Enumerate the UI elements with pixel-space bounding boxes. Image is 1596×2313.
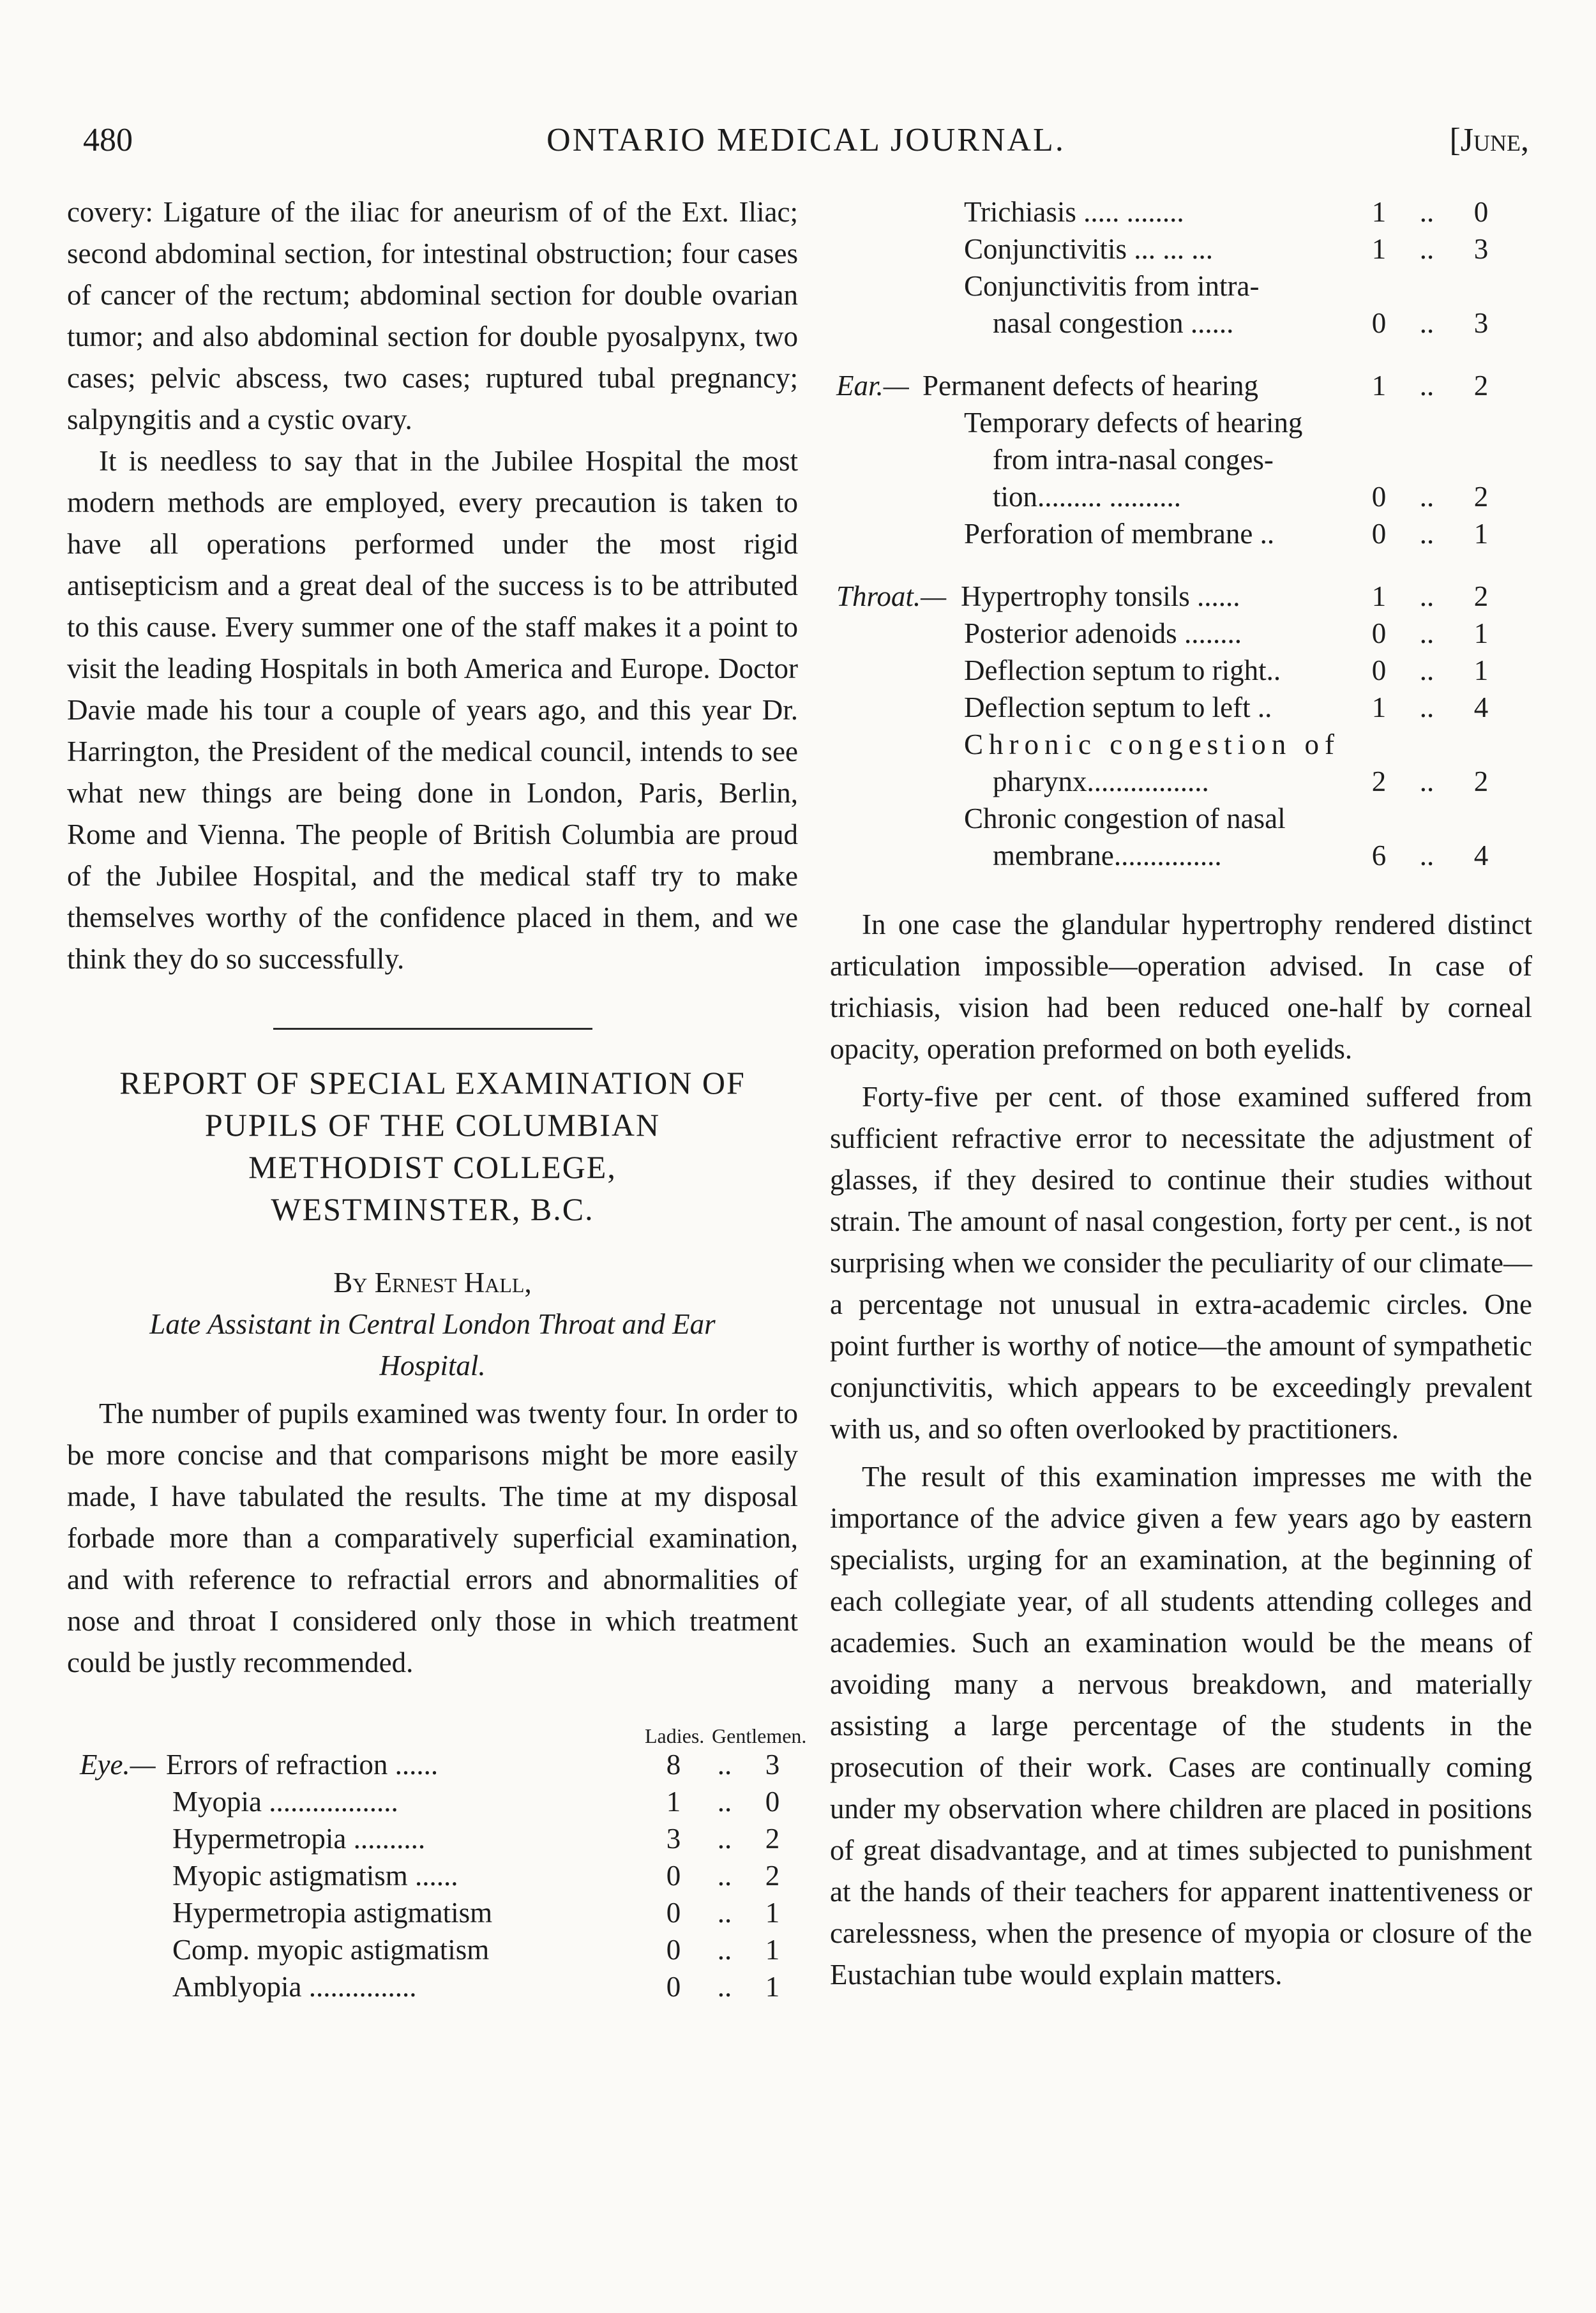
table-row bbox=[830, 439, 1532, 476]
table-cell-gentlemen: 3 bbox=[765, 1749, 780, 1781]
table-cell-leader: .. bbox=[1419, 233, 1434, 265]
table-cell-gentlemen: 2 bbox=[1473, 481, 1489, 513]
paragraph: In one case the glandular hypertrophy rendered distinct articulation impossible—operation advised. In case of trichiasis, vision had been reduced one-half by corneal opacity, operation preformed on both eyelids. bbox=[830, 908, 1532, 1065]
table-row-label: pharynx................. bbox=[993, 765, 1209, 797]
table-column-headers bbox=[67, 1709, 807, 1747]
table-row-label: Chronic congestion of nasal bbox=[964, 802, 1286, 834]
table-row bbox=[830, 613, 1532, 650]
table-category: Throat.— bbox=[836, 580, 947, 612]
column-header-ladies: Ladies. bbox=[645, 1724, 705, 1747]
table-row-label: Myopia .................. bbox=[172, 1786, 398, 1818]
table-cell-leader: .. bbox=[1419, 307, 1434, 339]
table-cell-gentlemen: 2 bbox=[1473, 765, 1489, 797]
table-row bbox=[830, 835, 1532, 872]
table-cell-leader: .. bbox=[1419, 370, 1434, 402]
table-row bbox=[67, 1818, 798, 1855]
table-cell-leader: .. bbox=[717, 1823, 732, 1855]
table-row bbox=[830, 402, 1532, 439]
table-cell-leader: .. bbox=[1419, 691, 1434, 723]
paragraph: The result of this examination impresses me with the importance of the advice given a few years ago by eastern specialists, urging for an examination, at the beginning of each collegiate year, of all students attending colleges and academies. Such an examination would be the means of avoiding many a nervous breakdown, and materially assisting a large percentage of the students in the prosecution of their work. Cases are continually coming under my observation where children are placed in positions of great disadvantage, and at times subjected to punishment at the hands of their teachers for apparent inattentiveness or carelessness, when the presence of myopia or closure of the Eustachian tube would explain matters. bbox=[830, 1461, 1532, 1991]
paragraph: Forty-five per cent. of those examined suffered from sufficient refractive error to necessitate the adjustment of glasses, if they desired to continue their studies without strain. The amount of nasal congestion, forty per cent., is not surprising when we consider the peculiarity of our climate—a percentage not unusual in extra-academic circles. One point further is worthy of notice—the amount of sympathetic conjunctivitis, which appears to be exceedingly prevalent with us, and so often overlooked by practitioners. bbox=[830, 1081, 1532, 1445]
table-row-label: Errors of refraction ...... bbox=[166, 1749, 439, 1781]
table-row-label: nasal congestion ...... bbox=[993, 307, 1234, 339]
table-cell-gentlemen: 1 bbox=[765, 1934, 780, 1966]
table-cell-gentlemen: 1 bbox=[1473, 518, 1489, 550]
results-table-continued bbox=[830, 192, 1532, 872]
table-row bbox=[830, 576, 1532, 613]
table-row bbox=[67, 1929, 798, 1966]
table-row-label: Comp. myopic astigmatism bbox=[172, 1934, 490, 1966]
table-cell-ladies: 2 bbox=[1371, 765, 1387, 797]
table-cell-ladies: 0 bbox=[1371, 307, 1387, 339]
table-row bbox=[67, 1744, 798, 1781]
table-cell-gentlemen: 2 bbox=[765, 1823, 780, 1855]
table-cell-gentlemen: 4 bbox=[1473, 840, 1489, 871]
table-cell-ladies: 1 bbox=[1371, 580, 1387, 612]
table-cell-leader: .. bbox=[1419, 580, 1434, 612]
table-row bbox=[830, 476, 1532, 513]
page-header bbox=[83, 121, 1529, 172]
table-cell-leader: .. bbox=[717, 1786, 732, 1818]
paragraph: It is needless to say that in the Jubilee Hospital the most modern methods are employed, every precaution is taken to have all operations performed under the most rigid antisepticism and a great deal of the success is to be attributed to this cause. Every summer one of the staff makes it a point to visit the leading Hospitals in both America and Europe. Doctor Davie made his tour a couple of years ago, and this year Dr. Harrington, the President of the medical council, intends to see what new things are being done in London, Paris, Berlin, Rome and Vienna. The people of British Columbia are proud of the Jubilee Hospital, and the medical staff try to make themselves worthy of the confidence placed in them, and we think they do so successfully. bbox=[67, 445, 798, 975]
table-row-label: Chronic congestion of bbox=[964, 728, 1340, 760]
table-row-label: Hypermetropia astigmatism bbox=[172, 1897, 493, 1929]
table-cell-leader: .. bbox=[717, 1971, 732, 2003]
table-row-label: Conjunctivitis from intra- bbox=[964, 270, 1260, 302]
table-cell-gentlemen: 2 bbox=[1473, 370, 1489, 402]
author-byline: By Ernest Hall, bbox=[333, 1267, 532, 1299]
table-row-label: Deflection septum to left .. bbox=[964, 691, 1272, 723]
table-row bbox=[830, 650, 1532, 687]
table-cell-ladies: 1 bbox=[1371, 233, 1387, 265]
table-row bbox=[830, 365, 1532, 402]
table-cell-ladies: 1 bbox=[666, 1786, 681, 1818]
table-row bbox=[830, 724, 1532, 761]
table-category: Eye.— bbox=[80, 1749, 156, 1781]
table-cell-ladies: 0 bbox=[1371, 654, 1387, 686]
report-title-line: PUPILS OF THE COLUMBIAN bbox=[204, 1107, 661, 1143]
table-row-label: membrane............... bbox=[993, 840, 1222, 871]
table-cell-ladies: 0 bbox=[666, 1934, 681, 1966]
table-row-label: Trichiasis ..... ........ bbox=[964, 196, 1184, 228]
table-row bbox=[830, 229, 1532, 266]
table-cell-gentlemen: 0 bbox=[765, 1786, 780, 1818]
table-cell-ladies: 3 bbox=[666, 1823, 681, 1855]
table-cell-ladies: 8 bbox=[666, 1749, 681, 1781]
table-row bbox=[67, 1855, 798, 1892]
table-cell-leader: .. bbox=[717, 1897, 732, 1929]
table-cell-ladies: 1 bbox=[1371, 370, 1387, 402]
table-cell-ladies: 1 bbox=[1371, 691, 1387, 723]
table-cell-leader: .. bbox=[1419, 196, 1434, 228]
table-cell-gentlemen: 3 bbox=[1473, 307, 1489, 339]
table-row-label: Deflection septum to right.. bbox=[964, 654, 1281, 686]
table-cell-gentlemen: 1 bbox=[1473, 617, 1489, 649]
table-row-label: from intra-nasal conges- bbox=[993, 444, 1274, 476]
table-cell-ladies: 0 bbox=[666, 1971, 681, 2003]
table-row bbox=[830, 761, 1532, 798]
report-title-line: REPORT OF SPECIAL EXAMINATION OF bbox=[119, 1065, 746, 1101]
table-cell-leader: .. bbox=[1419, 840, 1434, 871]
table-row bbox=[67, 1966, 798, 2003]
table-row-label: Myopic astigmatism ...... bbox=[172, 1860, 458, 1892]
report-title-line: METHODIST COLLEGE, bbox=[248, 1149, 617, 1185]
table-row bbox=[830, 798, 1532, 835]
table-cell-gentlemen: 1 bbox=[1473, 654, 1489, 686]
results-table-eye bbox=[67, 1744, 798, 2003]
table-cell-leader: .. bbox=[717, 1934, 732, 1966]
table-row-label: Temporary defects of hearing bbox=[964, 407, 1303, 439]
table-cell-leader: .. bbox=[1419, 765, 1434, 797]
table-cell-leader: .. bbox=[1419, 481, 1434, 513]
table-row-label: Conjunctivitis ... ... ... bbox=[964, 233, 1214, 265]
issue-month: [June, bbox=[1449, 122, 1529, 158]
table-cell-leader: .. bbox=[1419, 617, 1434, 649]
report-title bbox=[67, 1062, 798, 1230]
left-column bbox=[67, 192, 807, 2003]
table-cell-ladies: 1 bbox=[1371, 196, 1387, 228]
table-row-label: tion......... .......... bbox=[993, 481, 1182, 513]
table-cell-gentlemen: 3 bbox=[1473, 233, 1489, 265]
table-row bbox=[830, 513, 1532, 550]
paragraph: The number of pupils examined was twenty four. In order to be more concise and that comparisons might be more easily made, I have tabulated the results. The time at my disposal forbade more than a comparatively superficial examination, and with reference to refractial errors and abnormalities of nose and throat I considered only those in which treatment could be justly recommended. bbox=[67, 1398, 798, 1678]
table-row bbox=[830, 687, 1532, 724]
table-cell-gentlemen: 2 bbox=[1473, 580, 1489, 612]
table-row bbox=[830, 303, 1532, 340]
author-affiliation bbox=[67, 1304, 798, 1387]
table-row-label: Permanent defects of hearing bbox=[922, 370, 1259, 402]
table-row bbox=[830, 192, 1532, 229]
table-cell-ladies: 0 bbox=[666, 1860, 681, 1892]
table-cell-ladies: 0 bbox=[666, 1897, 681, 1929]
report-title-line: WESTMINSTER, B.C. bbox=[271, 1191, 594, 1227]
table-row bbox=[830, 266, 1532, 303]
table-cell-ladies: 0 bbox=[1371, 481, 1387, 513]
table-row bbox=[67, 1781, 798, 1818]
table-row bbox=[67, 1892, 798, 1929]
table-row-label: Perforation of membrane .. bbox=[964, 518, 1275, 550]
table-cell-ladies: 6 bbox=[1371, 840, 1387, 871]
table-row-label: Hypertrophy tonsils ...... bbox=[961, 580, 1240, 612]
paragraph: covery: Ligature of the iliac for aneurism of of the Ext. Iliac; second abdominal section, for intestinal obstruction; four cases of cancer of the rectum; abdominal section for double ovarian tumor; and also abdominal section for double pyosalpynx, two cases; pelvic abscess, two cases; ruptured tubal pregnancy; salpyngitis and a cystic ovary. bbox=[67, 196, 798, 435]
table-cell-leader: .. bbox=[717, 1749, 732, 1781]
table-category: Ear.— bbox=[836, 370, 909, 402]
table-cell-leader: .. bbox=[1419, 654, 1434, 686]
affiliation-line: Hospital. bbox=[379, 1350, 486, 1382]
table-cell-ladies: 0 bbox=[1371, 617, 1387, 649]
table-cell-gentlemen: 0 bbox=[1473, 196, 1489, 228]
table-cell-leader: .. bbox=[717, 1860, 732, 1892]
table-row-label: Posterior adenoids ........ bbox=[964, 617, 1242, 649]
table-cell-gentlemen: 1 bbox=[765, 1971, 780, 2003]
affiliation-line: Late Assistant in Central London Throat and Ear bbox=[149, 1308, 716, 1340]
section-divider bbox=[273, 1028, 592, 1030]
table-cell-gentlemen: 4 bbox=[1473, 691, 1489, 723]
page-number: 480 bbox=[83, 122, 133, 158]
table-cell-gentlemen: 1 bbox=[765, 1897, 780, 1929]
right-column bbox=[830, 192, 1532, 1996]
table-row-label: Hypermetropia .......... bbox=[172, 1823, 426, 1855]
table-cell-gentlemen: 2 bbox=[765, 1860, 780, 1892]
table-cell-ladies: 0 bbox=[1371, 518, 1387, 550]
table-row-label: Amblyopia ............... bbox=[172, 1971, 417, 2003]
journal-title: ONTARIO MEDICAL JOURNAL. bbox=[546, 122, 1065, 158]
table-cell-leader: .. bbox=[1419, 518, 1434, 550]
column-header-gentlemen: Gentlemen. bbox=[712, 1724, 807, 1747]
